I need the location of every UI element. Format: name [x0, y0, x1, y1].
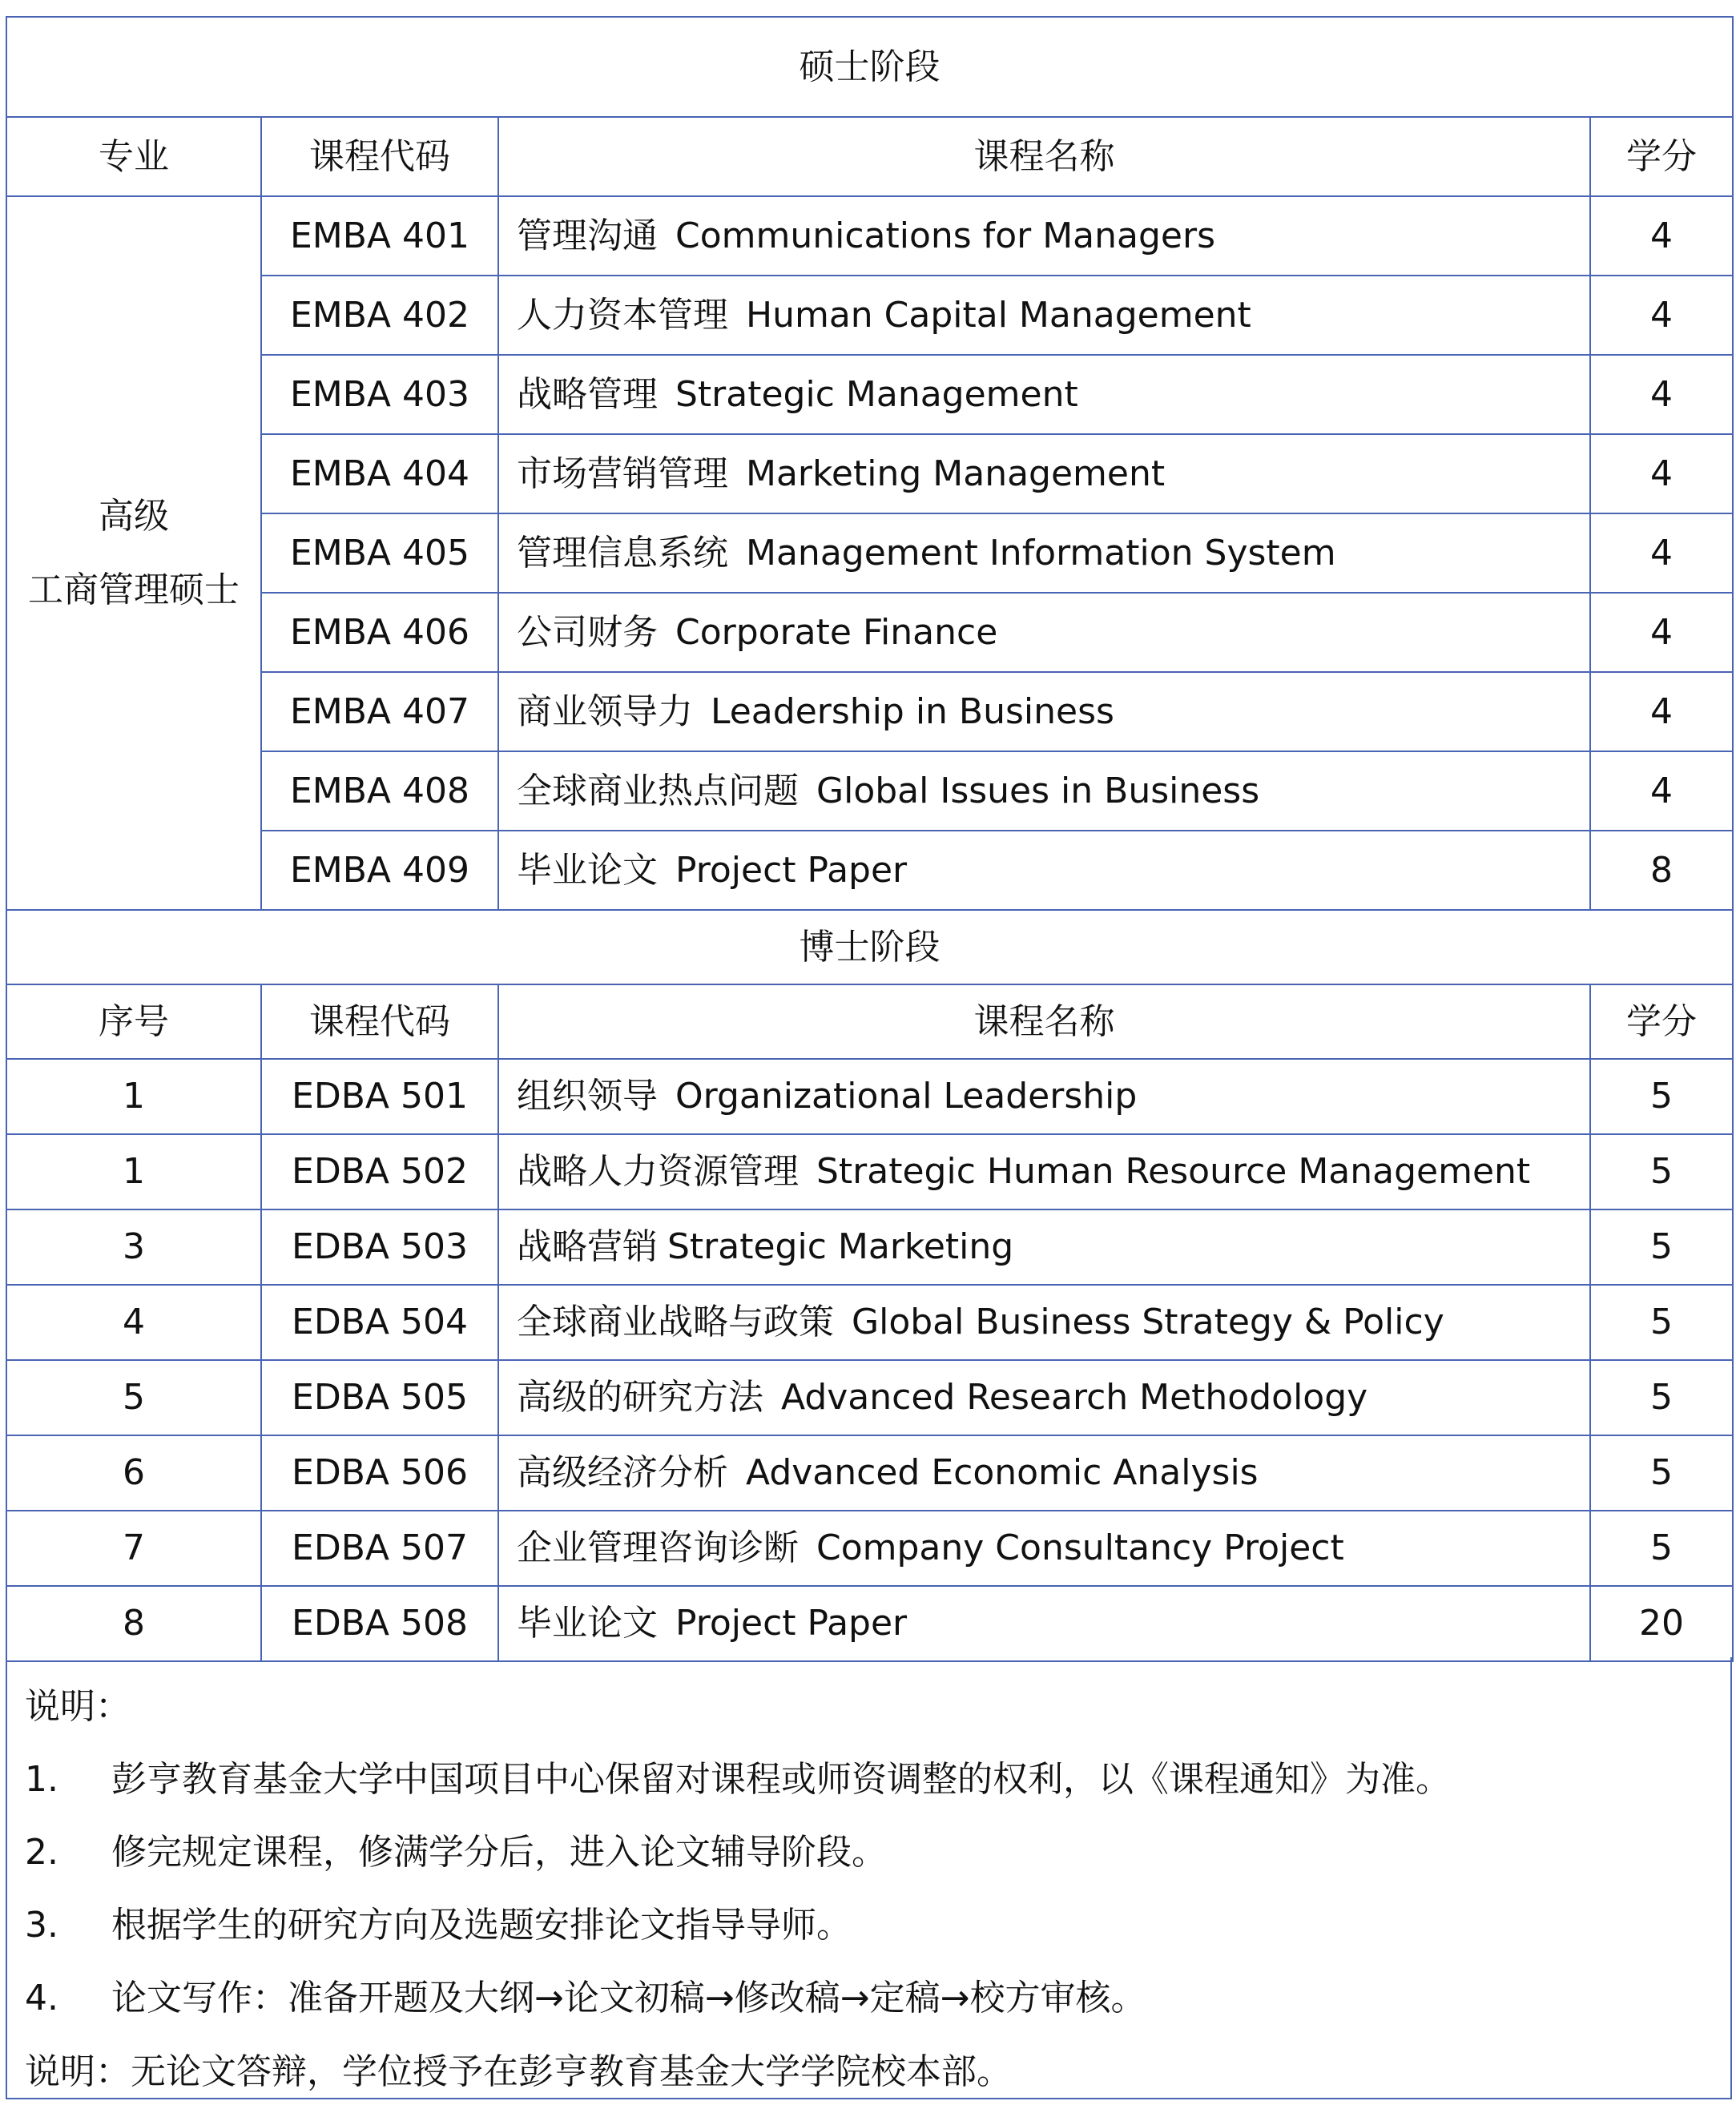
course-credit: 4	[1590, 196, 1733, 276]
note-number: 1.	[25, 1759, 58, 1800]
header-course-name: 课程名称	[498, 117, 1590, 196]
note-text: 彭亨教育基金大学中国项目中心保留对课程或师资调整的权利，以《课程通知》为准。	[111, 1759, 1451, 1800]
course-name-en: Project Paper	[675, 849, 908, 891]
doctor-course-row	[6, 1435, 1733, 1511]
note-text: 修完规定课程，修满学分后，进入论文辅导阶段。	[111, 1832, 887, 1873]
course-name-en: Strategic Human Resource Management	[816, 1151, 1531, 1192]
major-cell	[6, 196, 261, 910]
course-name-cn: 商业领导力	[517, 690, 693, 732]
course-code: EMBA 402	[261, 276, 498, 355]
master-course-row	[6, 196, 1733, 276]
header-credit: 学分	[1590, 984, 1733, 1059]
master-course-row	[6, 831, 1733, 910]
course-name-en: Strategic Management	[675, 373, 1078, 415]
course-name-en: Leadership in Business	[711, 690, 1114, 732]
doctor-course-row	[6, 1059, 1733, 1134]
course-name-en: Advanced Economic Analysis	[746, 1452, 1259, 1493]
note-number: 2.	[25, 1832, 58, 1873]
master-course-row	[6, 434, 1733, 513]
course-name-en: Strategic Marketing	[667, 1226, 1014, 1267]
course-name-cn: 人力资本管理	[517, 294, 728, 336]
course-name-en: Corporate Finance	[675, 611, 998, 653]
master-course-row	[6, 276, 1733, 355]
course-name	[498, 1360, 1590, 1435]
notes-heading: 说明：	[25, 1686, 131, 1727]
master-header-row	[6, 117, 1733, 196]
course-credit: 4	[1590, 751, 1733, 831]
doctor-section-title: 博士阶段	[6, 910, 1733, 984]
course-name	[498, 831, 1590, 910]
course-code: EMBA 409	[261, 831, 498, 910]
course-name	[498, 1209, 1590, 1285]
course-name	[498, 751, 1590, 831]
doctor-course-row	[6, 1586, 1733, 1661]
doctor-course-row	[6, 1134, 1733, 1209]
course-credit: 5	[1590, 1435, 1733, 1511]
doctor-course-row	[6, 1360, 1733, 1435]
course-name-cn: 毕业论文	[517, 1603, 658, 1644]
course-code: EMBA 403	[261, 355, 498, 434]
course-name-cn: 高级经济分析	[517, 1452, 728, 1493]
course-code: EDBA 506	[261, 1435, 498, 1511]
course-credit: 4	[1590, 672, 1733, 751]
course-credit: 20	[1590, 1586, 1733, 1661]
course-code: EDBA 503	[261, 1209, 498, 1285]
course-name	[498, 593, 1590, 672]
course-name-en: Advanced Research Methodology	[781, 1377, 1368, 1418]
course-code: EDBA 502	[261, 1134, 498, 1209]
serial-no: 5	[6, 1360, 261, 1435]
course-name	[498, 1435, 1590, 1511]
course-name	[498, 1285, 1590, 1360]
course-table	[6, 16, 1734, 1662]
course-code: EDBA 505	[261, 1360, 498, 1435]
note-number: 4.	[25, 1978, 58, 2018]
course-name-en: Global Issues in Business	[816, 770, 1260, 811]
course-credit: 4	[1590, 355, 1733, 434]
header-course-code: 课程代码	[261, 984, 498, 1059]
course-name-cn: 全球商业战略与政策	[517, 1302, 834, 1342]
course-credit: 5	[1590, 1511, 1733, 1586]
course-name-en: Project Paper	[675, 1603, 908, 1644]
course-name-cn: 市场营销管理	[517, 453, 728, 494]
course-credit: 4	[1590, 593, 1733, 672]
course-code: EMBA 406	[261, 593, 498, 672]
course-name-en: Organizational Leadership	[675, 1076, 1138, 1117]
course-credit: 5	[1590, 1209, 1733, 1285]
doctor-header-row	[6, 984, 1733, 1059]
course-name-cn: 组织领导	[517, 1076, 658, 1117]
master-course-row	[6, 355, 1733, 434]
course-credit: 4	[1590, 276, 1733, 355]
course-credit: 5	[1590, 1285, 1733, 1360]
note-item	[25, 1905, 852, 1946]
doctor-course-row	[6, 1285, 1733, 1360]
course-code: EDBA 507	[261, 1511, 498, 1586]
note-text: 论文写作：准备开题及大纲→论文初稿→修改稿→定稿→校方审核。	[111, 1978, 1146, 2018]
doctor-course-row	[6, 1209, 1733, 1285]
course-name-en: Communications for Managers	[675, 215, 1215, 256]
course-table-body	[6, 17, 1733, 1661]
major-label-line2: 工商管理硕士	[28, 569, 240, 610]
course-name	[498, 1059, 1590, 1134]
master-course-row	[6, 751, 1733, 831]
course-credit: 4	[1590, 434, 1733, 513]
serial-no: 3	[6, 1209, 261, 1285]
serial-no: 6	[6, 1435, 261, 1511]
course-name-cn: 公司财务	[517, 611, 658, 653]
serial-no: 1	[6, 1134, 261, 1209]
course-code: EMBA 401	[261, 196, 498, 276]
note-number: 3.	[25, 1905, 58, 1946]
course-name-cn: 高级的研究方法	[517, 1377, 763, 1418]
course-name	[498, 1511, 1590, 1586]
note-item	[25, 1978, 1146, 2018]
course-name-cn: 战略管理	[517, 373, 658, 415]
doctor-course-row	[6, 1511, 1733, 1586]
course-credit: 5	[1590, 1360, 1733, 1435]
course-name-en: Global Business Strategy & Policy	[852, 1302, 1444, 1342]
doctor-section-row	[6, 910, 1733, 984]
course-name-cn: 管理沟通	[517, 215, 658, 256]
course-credit: 5	[1590, 1059, 1733, 1134]
course-code: EMBA 405	[261, 513, 498, 593]
serial-no: 8	[6, 1586, 261, 1661]
major-label-line1: 高级	[99, 495, 169, 537]
note-item	[25, 1832, 887, 1873]
course-name-en: Management Information System	[746, 532, 1336, 574]
course-credit: 5	[1590, 1134, 1733, 1209]
course-name	[498, 434, 1590, 513]
notes-section	[6, 1657, 1732, 2099]
course-credit: 4	[1590, 513, 1733, 593]
serial-no: 7	[6, 1511, 261, 1586]
master-section-title: 硕士阶段	[6, 17, 1733, 117]
course-name-en: Human Capital Management	[746, 294, 1251, 336]
note-item	[25, 1759, 1451, 1800]
course-name-cn: 全球商业热点问题	[517, 770, 799, 811]
master-course-row	[6, 513, 1733, 593]
course-code: EMBA 407	[261, 672, 498, 751]
course-name-cn: 管理信息系统	[517, 532, 728, 574]
header-course-code: 课程代码	[261, 117, 498, 196]
serial-no: 1	[6, 1059, 261, 1134]
course-name-cn: 战略营销	[517, 1226, 658, 1267]
course-name	[498, 672, 1590, 751]
course-name-en: Marketing Management	[746, 453, 1166, 494]
master-course-row	[6, 672, 1733, 751]
notes-footer: 说明：无论文答辩，学位授予在彭亨教育基金大学学院校本部。	[25, 2051, 1012, 2092]
header-serial-no: 序号	[6, 984, 261, 1059]
course-name-cn: 毕业论文	[517, 849, 658, 891]
header-credit: 学分	[1590, 117, 1733, 196]
header-course-name: 课程名称	[498, 984, 1590, 1059]
course-code: EDBA 504	[261, 1285, 498, 1360]
course-code: EMBA 408	[261, 751, 498, 831]
course-credit: 8	[1590, 831, 1733, 910]
course-name	[498, 196, 1590, 276]
master-course-row	[6, 593, 1733, 672]
course-name-cn: 企业管理咨询诊断	[517, 1527, 799, 1568]
course-code: EMBA 404	[261, 434, 498, 513]
course-name	[498, 1586, 1590, 1661]
course-code: EDBA 501	[261, 1059, 498, 1134]
course-name	[498, 276, 1590, 355]
course-name	[498, 1134, 1590, 1209]
note-text: 根据学生的研究方向及选题安排论文指导导师。	[111, 1905, 852, 1946]
course-name-cn: 战略人力资源管理	[517, 1151, 799, 1192]
serial-no: 4	[6, 1285, 261, 1360]
course-name	[498, 513, 1590, 593]
course-code: EDBA 508	[261, 1586, 498, 1661]
course-name	[498, 355, 1590, 434]
master-section-row	[6, 17, 1733, 117]
course-name-en: Company Consultancy Project	[816, 1527, 1344, 1568]
header-major: 专业	[6, 117, 261, 196]
